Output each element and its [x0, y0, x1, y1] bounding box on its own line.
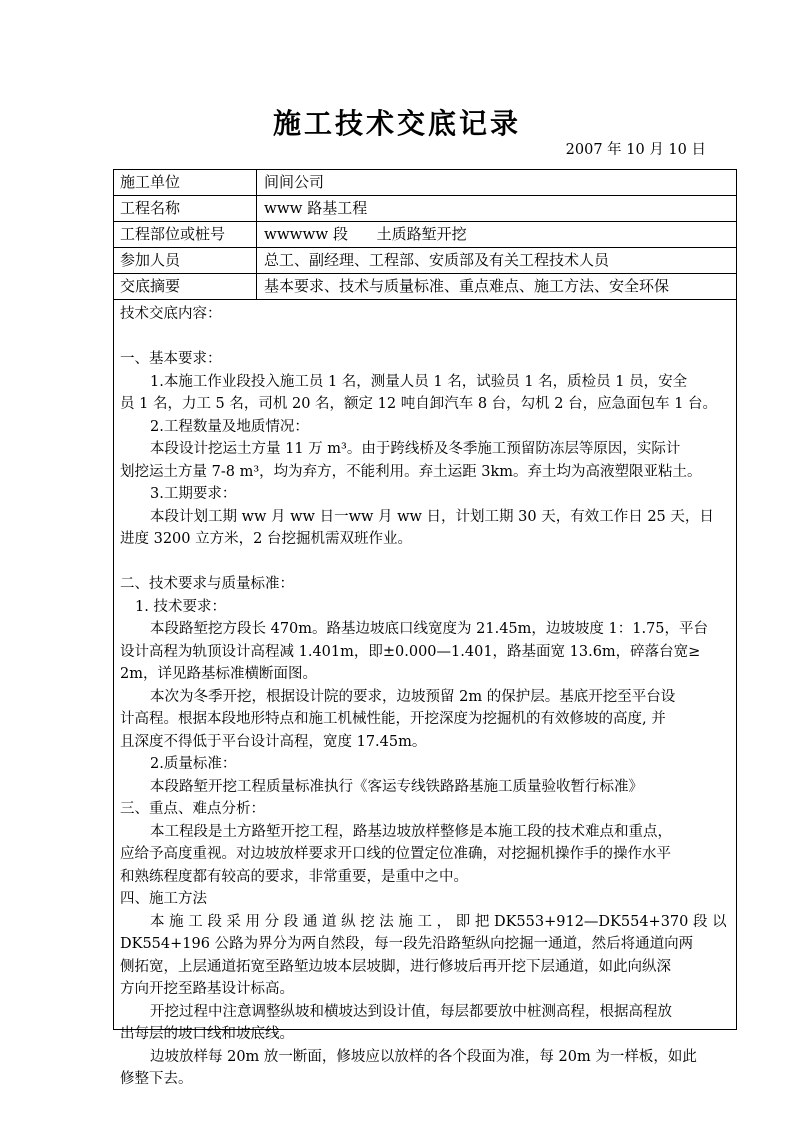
- s2-p2-line: 计高程。根据本段地形特点和施工机械性能，开挖深度为挖掘机的有效修坡的高度, 并: [120, 711, 666, 727]
- s4-p2-line: 出每层的坡口线和坡底线。: [120, 1026, 294, 1042]
- document-date: 2007 年 10 月 10 日: [565, 142, 706, 158]
- s4-p3-line: 边坡放样每 20m 放一断面，修坡应以放样的各个段面为准，每 20m 为一样板，如此: [150, 1048, 697, 1065]
- s2-p2-line: 且深度不得低于平台设计高程，宽度 17.45m。: [120, 733, 427, 750]
- s4-p1-line: 本 施 工 段 采 用 分 段 通 道 纵 挖 法 施 工 ， 即 把 DK553+912—DK554+370 段 以: [150, 913, 727, 930]
- info-label: 工程名称: [114, 196, 257, 221]
- s1-p3-line: 进度 3200 立方米，2 台挖掘机需双班作业。: [120, 531, 412, 547]
- s3-line: 应给予高度重视。对边坡放样要求开口线的位置定位准确，对挖掘机操作手的操作水平: [120, 846, 671, 862]
- document-title: 施工技术交底记录: [272, 107, 521, 140]
- info-value: 间间公司: [264, 173, 325, 191]
- s1-p2-line: 划挖运土方量 7-8 m³，均为弃方，不能利用。弃土运距 3km。弃土均为高液塑限亚粘土。: [120, 463, 702, 480]
- s2-p3-line: 本段路堑开挖工程质量标准执行《客运专线铁路路基施工质量验收暂行标准》: [150, 778, 643, 795]
- info-row-summary: [114, 274, 736, 300]
- disclosure-content: [120, 303, 735, 1091]
- blank-line: [120, 326, 735, 349]
- s3-line: 和熟练程度都有较高的要求，非常重要，是重中之中。: [120, 868, 468, 885]
- section-2-title: 二、技术要求与质量标准：: [120, 576, 294, 592]
- info-label: 施工单位: [114, 170, 257, 195]
- s1-p3-line: 本段计划工期 ww 月 ww 日一ww 月 ww 日，计划工期 30 天，有效工作日 25 天，日: [150, 508, 714, 525]
- info-row-location: [114, 222, 736, 248]
- s4-p2-line: 开挖过程中注意调整纵坡和横坡达到设计值，每层都要放中桩测高程，根据高程放: [150, 1003, 672, 1020]
- record-table: [113, 169, 737, 1087]
- s1-p1-line: 1.本施工作业段投入施工员 1 名，测量人员 1 名，试验员 1 名，质检员 1 员，安全: [150, 373, 688, 390]
- s2-p2-line: 本次为冬季开挖，根据设计院的要求，边坡预留 2m 的保护层。基底开挖至平台设: [150, 688, 676, 705]
- s1-p1-line: 员 1 名，力工 5 名，司机 20 名，额定 12 吨自卸汽车 8 台，勾机 2 台，应急面包车 1 台。: [120, 396, 718, 412]
- info-row-project: [114, 196, 736, 222]
- s4-p1-line: 方向开挖至路基设计标高。: [120, 981, 294, 997]
- info-label: 参加人员: [114, 248, 257, 273]
- content-heading: 技术交底内容：: [120, 306, 222, 322]
- section-3-title: 三、重点、难点分析：: [120, 801, 265, 817]
- info-value: 基本要求、技术与质量标准、重点难点、施工方法、安全环保: [264, 277, 670, 295]
- info-row-unit: [114, 170, 736, 196]
- s4-p1-line: 侧拓宽，上层通道拓宽至路堑边坡本层坡脚，进行修坡后再开挖下层通道，如此向纵深: [120, 958, 671, 975]
- s2-p3-title: 2.质量标准：: [150, 756, 237, 772]
- info-row-participants: [114, 248, 736, 274]
- s2-p1-line: 2m，详见路基标准横断面图。: [120, 666, 317, 682]
- s3-line: 本工程段是土方路堑开挖工程，路基边坡放样整修是本施工段的技术难点和重点，: [150, 823, 672, 840]
- s1-p2-line: 本段设计挖运土方量 11 万 m³。由于跨线桥及冬季施工预留防冻层等原因，实际计: [150, 441, 681, 457]
- s2-p1-line: 本段路堑挖方段长 470m。路基边坡底口线宽度为 21.45m，边坡坡度 1：1.75，平台: [150, 621, 709, 637]
- s2-p1-line: 设计高程为轨顶设计高程减 1.401m，即±0.000—1.401，路基面宽 13.6m，碎落台宽≥: [120, 643, 701, 660]
- info-value: wwwww 段 土质路堑开挖: [264, 225, 467, 243]
- s4-p1-line: DK554+196 公路为界分为两自然段，每一段先沿路堑纵向挖掘一通道，然后将通道向两: [120, 936, 694, 952]
- section-1-title: 一、基本要求：: [120, 351, 222, 367]
- blank-line: [120, 551, 735, 574]
- section-4-title: 四、施工方法: [120, 891, 207, 907]
- info-value: www 路基工程: [264, 199, 368, 217]
- s1-p3-title: 3.工期要求：: [150, 486, 237, 502]
- info-label: 交底摘要: [114, 274, 257, 299]
- s4-p3-line: 修整下去。: [120, 1071, 193, 1087]
- s1-p2-title: 2.工程数量及地质情况：: [150, 418, 309, 435]
- info-value: 总工、副经理、工程部、安质部及有关工程技术人员: [264, 251, 610, 269]
- info-label: 工程部位或桩号: [114, 222, 257, 247]
- s2-p1-title: 1. 技术要求：: [135, 598, 226, 615]
